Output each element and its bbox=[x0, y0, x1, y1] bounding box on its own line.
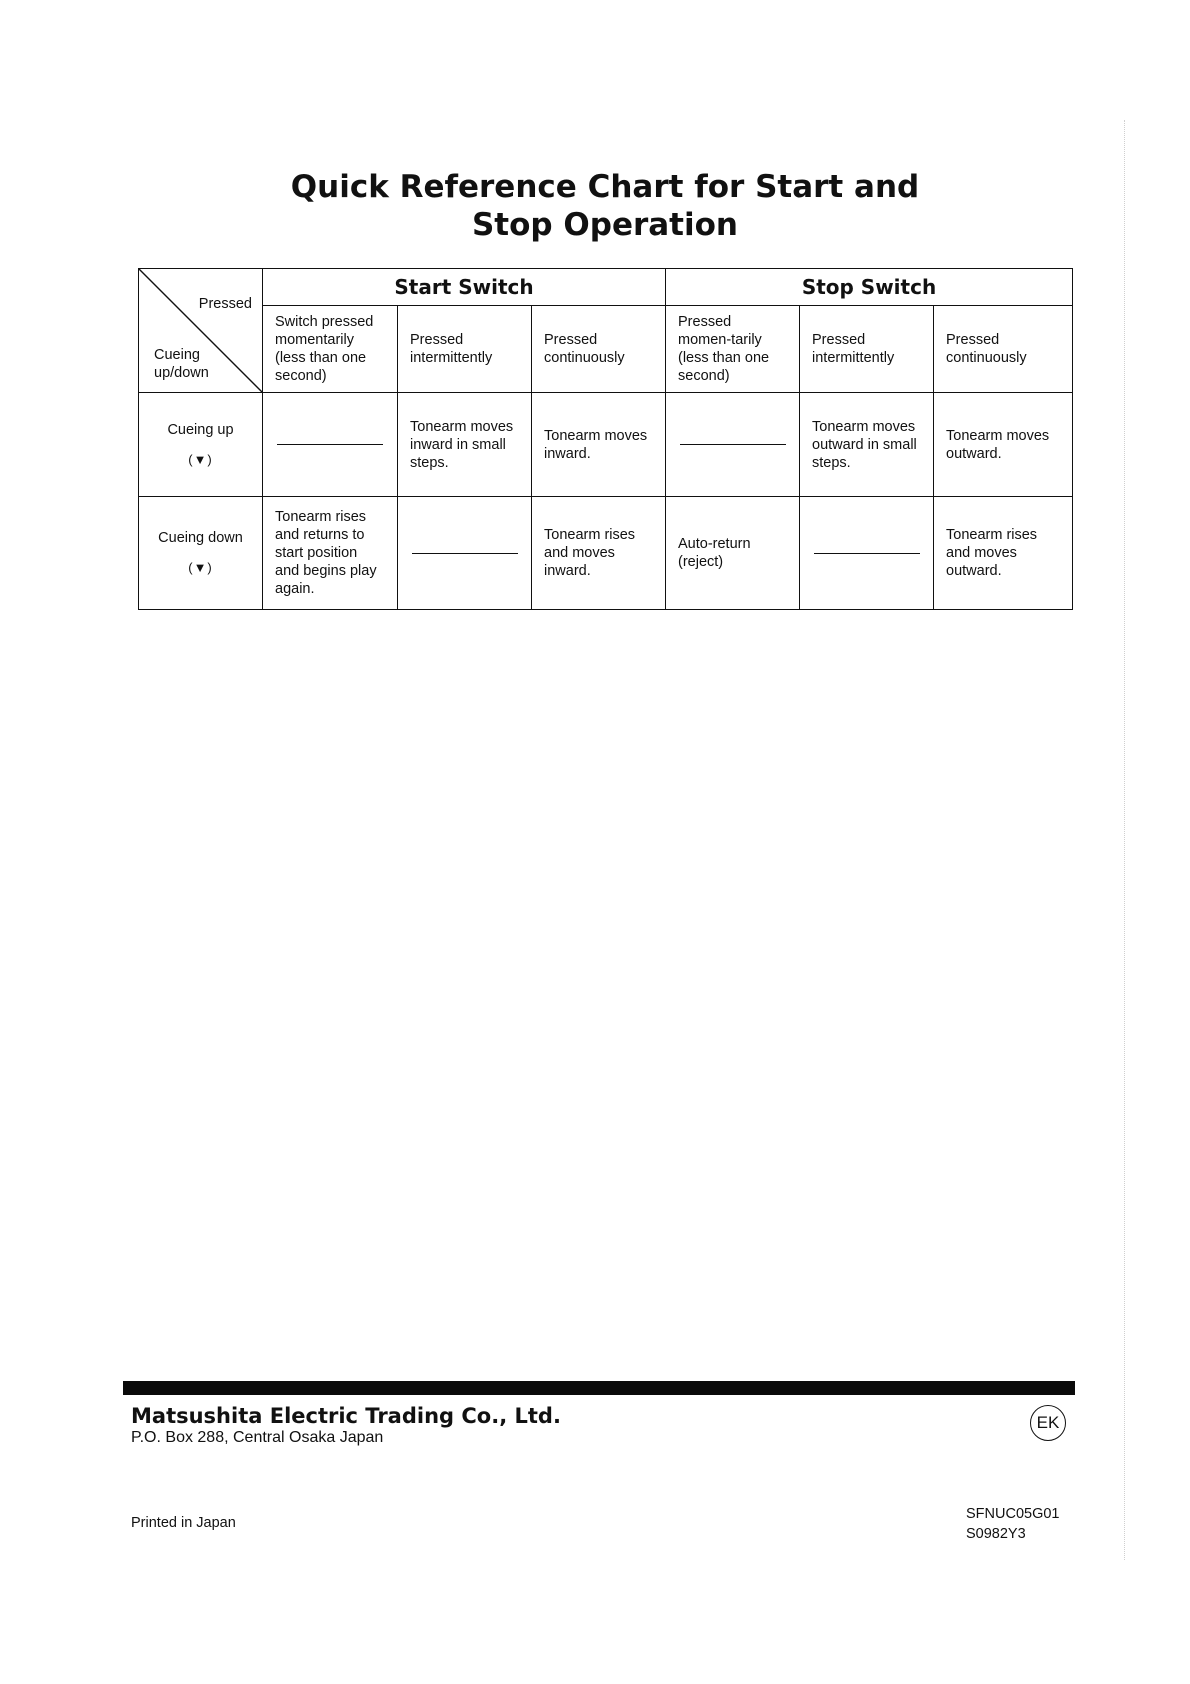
footer-rule bbox=[123, 1381, 1075, 1395]
dash-line bbox=[814, 553, 920, 554]
table-cell bbox=[263, 393, 398, 497]
table-cell: Tonearm moves inward in small steps. bbox=[398, 393, 532, 497]
row-header-cueing-down bbox=[139, 497, 263, 610]
dash-line bbox=[277, 444, 383, 445]
column-header: Pressed intermittently bbox=[398, 306, 532, 393]
ek-mark-icon: EK bbox=[1030, 1405, 1066, 1441]
corner-cueing-label bbox=[154, 346, 209, 382]
title-line-2: Stop Operation bbox=[471, 207, 738, 243]
document-code bbox=[966, 1504, 1059, 1544]
table-cell: Tonearm rises and moves outward. bbox=[934, 497, 1073, 610]
row-label: Cueing up bbox=[167, 421, 234, 438]
corner-header-cell bbox=[139, 269, 263, 393]
corner-pressed-label: Pressed bbox=[198, 296, 252, 312]
table-cell bbox=[666, 393, 800, 497]
table-cell: Tonearm rises and moves inward. bbox=[532, 497, 666, 610]
document-code-2: S0982Y3 bbox=[966, 1526, 1026, 1542]
corner-cueing-line2: up/down bbox=[154, 365, 209, 381]
title-line-1: Quick Reference Chart for Start and bbox=[290, 169, 920, 205]
dash-line bbox=[412, 553, 518, 554]
column-header: Switch pressed momentarily (less than one second) bbox=[263, 306, 398, 393]
row-header-cueing-up bbox=[139, 393, 263, 497]
table-cell: Tonearm rises and returns to start position and begins play again. bbox=[263, 497, 398, 610]
table-cell: Tonearm moves outward in small steps. bbox=[800, 393, 934, 497]
column-header: Pressed continuously bbox=[532, 306, 666, 393]
document-code-1: SFNUC05G01 bbox=[966, 1506, 1060, 1522]
corner-cueing-line1: Cueing bbox=[154, 347, 200, 363]
company-name: Matsushita Electric Trading Co., Ltd. bbox=[131, 1404, 561, 1428]
cue-down-arrow-icon: (▼) bbox=[188, 560, 213, 575]
printed-in-label: Printed in Japan bbox=[131, 1515, 236, 1531]
column-header: Pressed continuously bbox=[934, 306, 1073, 393]
company-address: P.O. Box 288, Central Osaka Japan bbox=[131, 1429, 384, 1446]
table-cell: Tonearm moves outward. bbox=[934, 393, 1073, 497]
page-title bbox=[0, 168, 1190, 244]
column-header: Pressed intermittently bbox=[800, 306, 934, 393]
start-switch-header: Start Switch bbox=[263, 269, 666, 306]
scan-edge-line bbox=[1124, 120, 1125, 1560]
table-cell: Auto-return (reject) bbox=[666, 497, 800, 610]
quick-reference-table bbox=[138, 268, 1073, 610]
column-header: Pressed momen-tarily (less than one second) bbox=[666, 306, 800, 393]
table-cell: Tonearm moves inward. bbox=[532, 393, 666, 497]
cue-up-arrow-icon: (▼) bbox=[188, 451, 213, 467]
stop-switch-header: Stop Switch bbox=[666, 269, 1073, 306]
table-cell bbox=[398, 497, 532, 610]
table-cell bbox=[800, 497, 934, 610]
row-label: Cueing down bbox=[158, 530, 243, 546]
dash-line bbox=[680, 444, 786, 445]
